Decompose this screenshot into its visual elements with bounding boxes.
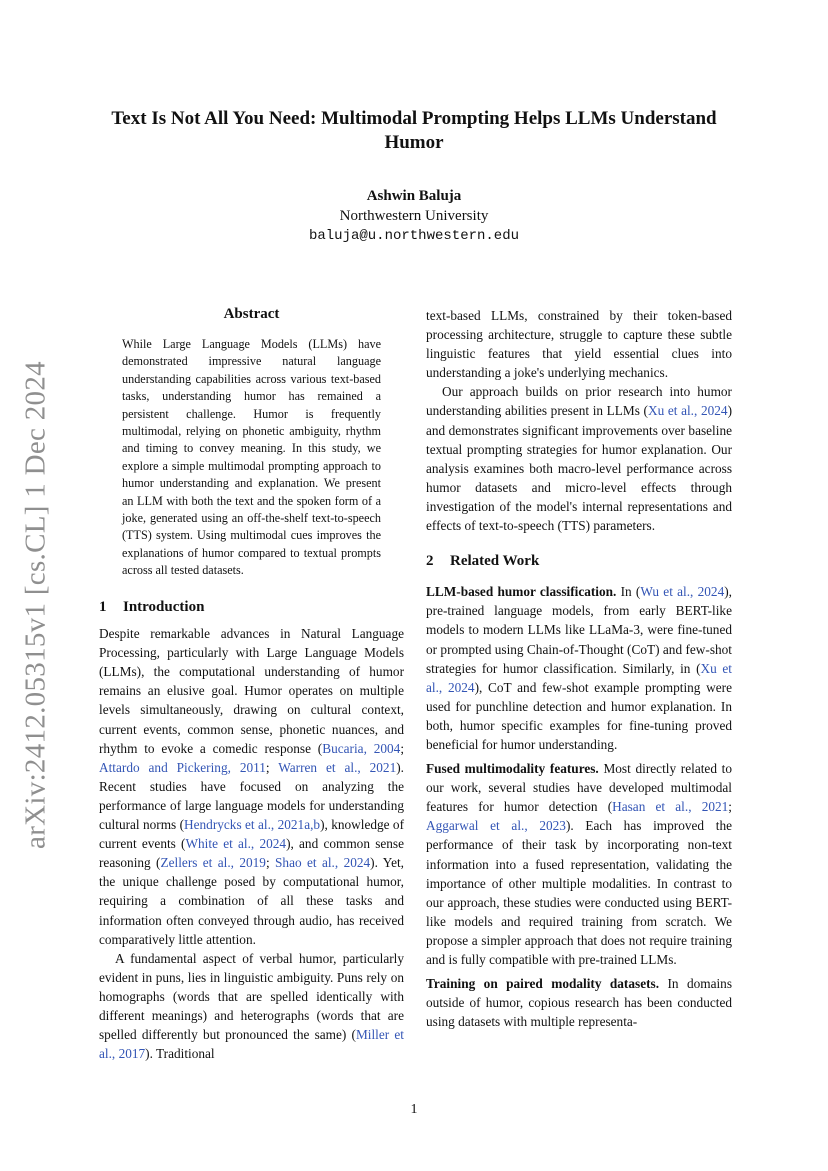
section-title: Related Work: [450, 553, 540, 570]
citation-link[interactable]: Zellers et al., 2019: [160, 855, 266, 871]
citation-link[interactable]: Hendrycks et al., 2021a,b: [184, 817, 321, 833]
citation-link[interactable]: Hasan et al., 2021: [612, 799, 729, 815]
section-heading-introduction: [99, 598, 404, 617]
citation-link[interactable]: Xu et al., 2024: [426, 660, 732, 695]
paragraph-text: ), knowledge of current events (: [99, 817, 404, 852]
author-affiliation: Northwestern University: [339, 208, 489, 224]
related-paragraph-3: [426, 974, 732, 1031]
citation-link[interactable]: Wu et al., 2024: [640, 584, 725, 600]
paper-title: Text Is Not All You Need: Multimodal Prompting Helps LLMs Understand Humor: [111, 108, 717, 153]
citation-link[interactable]: Warren et al., 2021: [278, 759, 397, 775]
arxiv-stamp-text: arXiv:2412.05315v1 [cs.CL] 1 Dec 2024: [19, 361, 52, 849]
abstract-text: While Large Language Models (LLMs) have demonstrated impressive natural language understanding capabilities across various text-based tasks, understanding humor has remained a persistent challenge. Humor is frequently multimodal, relying on phonetic ambiguity, rhythm and timing to convey meaning. In this study, we explore a simple multimodal prompting approach to humor understanding and explanation. We present an LLM with both the text and the spoken form of a joke, generated using an off-the-shelf text-to-speech (TTS) system. Using multimodal cues improves the explanations of humor compared to textual prompts across all tested datasets.: [122, 337, 381, 578]
paragraph-text: Despite remarkable advances in Natural Language Processing, particularly with Large Language Models (LLMs), the computational understanding of humor remains an elusive goal. Humor operates on multiple levels simultaneously, drawing on cultural context, current events, common sense, phonetic nuances, and rhythm to evoke a comedic response (: [99, 626, 404, 756]
paragraph-text: ). Yet, the unique challenge posed by computational humor, requiring a combination of all these tasks and information often conveyed through audio, has received comparatively little attention.: [99, 855, 404, 947]
paragraph-text: ), pre-trained language models, from early BERT-like models to modern LLMs like LLaMa-3, were fine-tuned or prompted using Chain-of-Thought (CoT) and few-shot strategies for humor classification. Similarly, in (: [426, 584, 732, 676]
paragraph-text: In domains outside of humor, copious research has been conducted using datasets with multiple representa-: [426, 976, 732, 1030]
paragraph-text: ). Recent studies have focused on analyzing the performance of large language models for understanding cultural norms (: [99, 759, 404, 833]
author-block: [90, 186, 738, 246]
citation-link[interactable]: Miller et al., 2017: [99, 1027, 405, 1062]
intro-paragraph-1: [99, 624, 404, 949]
citation-link[interactable]: Attardo and Pickering, 2011: [99, 759, 266, 775]
section-number: 2: [426, 553, 434, 570]
citation-separator: ;: [265, 759, 279, 775]
citation-separator: ;: [400, 740, 405, 756]
paragraph-text: Most directly related to our work, several studies have developed multimodal features for humor detection (: [426, 761, 732, 815]
paragraph-text: A fundamental aspect of verbal humor, particularly evident in puns, lies in linguistic ambiguity. Puns rely on homographs (words that are spelled identically with different meanings) and heterographs (words that are spelled differently but pronounced the same) (: [99, 950, 404, 1043]
citation-link[interactable]: Bucaria, 2004: [322, 740, 401, 756]
paragraph-text: ), CoT and few-shot example prompting were used for punchline detection and humor explanation. In both, humor specific examples for fine-tuning proved beneficial for humor understanding.: [426, 679, 732, 752]
paragraph-text: ). Each has improved the performance of their task by incorporating non-text information into a fused representation, validating the importance of other multiple modalities. In contrast to our approach, these studies were conducted using BERT-like models and required training from scratch. We propose a simpler approach that does not require training and is fully compatible with pre-trained LLMs.: [426, 818, 732, 967]
continued-paragraph: text-based LLMs, constrained by their token-based processing architecture, struggle to capture these subtle linguistic features that yield essential clues into understanding a joke's underlying mechanics.: [426, 308, 732, 381]
related-paragraph-1: [426, 582, 732, 754]
paragraph-text: In (: [616, 584, 641, 600]
citation-link[interactable]: White et al., 2024: [185, 836, 287, 852]
citation-link[interactable]: Aggarwal et al., 2023: [426, 818, 566, 834]
author-name: Ashwin Baluja: [366, 188, 462, 204]
page-number: 1: [410, 1102, 418, 1117]
paragraph-heading: Fused multimodality features.: [426, 761, 599, 777]
related-paragraph-2: [426, 759, 732, 969]
right-column: [426, 306, 732, 1031]
citation-separator: ;: [728, 799, 732, 815]
paragraph-text: Our approach builds on prior research into humor understanding abilities present in LLMs (: [426, 384, 732, 419]
paragraph-heading: Training on paired modality datasets.: [426, 976, 660, 992]
citation-separator: ;: [265, 855, 276, 871]
paragraph-text: ) and demonstrates significant improvements over baseline textual prompting strategies for humor explanation. Our analysis examines both macro-level performance across humor datasets and micro-level effects through investigation of the model's internal representations and effects of text-to-speech (TTS) parameters.: [426, 403, 732, 534]
arxiv-stamp: [18, 361, 54, 849]
paragraph-text: ). Traditional: [145, 1046, 215, 1062]
paragraph-heading: LLM-based humor classification.: [426, 584, 617, 600]
citation-link[interactable]: Xu et al., 2024: [647, 403, 728, 419]
paragraph-text: ), and common sense reasoning (: [99, 836, 404, 871]
author-email: baluja@u.northwestern.edu: [308, 228, 520, 244]
left-column: [99, 599, 405, 1063]
intro-paragraph-2: [99, 949, 404, 1064]
approach-paragraph: [426, 382, 732, 535]
section-heading-related-work: [426, 552, 732, 571]
citation-link[interactable]: Shao et al., 2024: [275, 855, 371, 871]
section-title: Introduction: [123, 599, 205, 615]
abstract-heading: Abstract: [223, 306, 280, 322]
section-number: 1: [99, 599, 107, 615]
